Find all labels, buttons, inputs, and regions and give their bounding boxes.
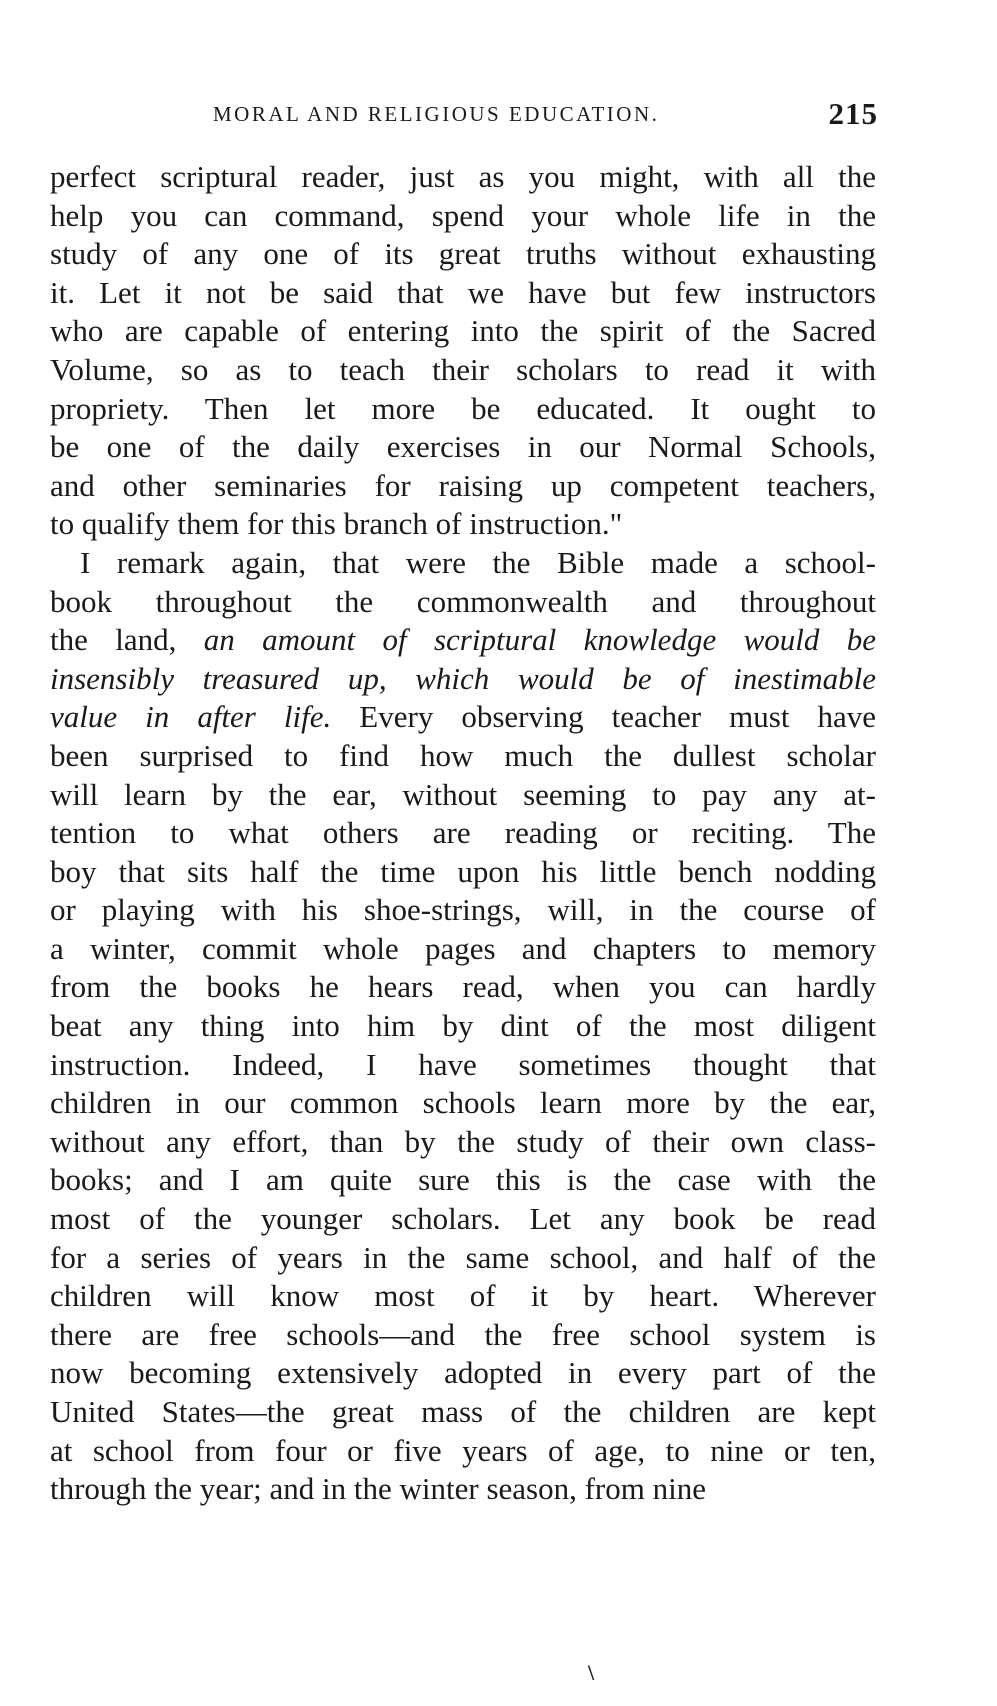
text-line: I remark again, that were the Bible made a school-: [80, 544, 876, 580]
text-line: children in our common schools learn more by the ear,: [50, 1085, 876, 1121]
text-line: a winter, commit whole pages and chapters to memory: [50, 930, 876, 966]
body-text: [50, 158, 876, 1509]
text-line: books; and I am quite sure this is the case with the: [50, 1162, 876, 1198]
text-line: at school from four or five years of age, to nine or ten,: [50, 1432, 876, 1468]
text-line: [50, 621, 876, 660]
text-line: most of the younger scholars. Let any book be read: [50, 1201, 876, 1237]
text-line: to qualify them for this branch of instruction.": [50, 506, 623, 542]
text-line: beat any thing into him by dint of the most diligent: [50, 1008, 876, 1044]
italic-run: insensibly treasured up, which would be of inestimable: [50, 660, 876, 696]
text-line: now becoming extensively adopted in every part of the: [50, 1355, 876, 1391]
text-line: through the year; and in the winter season, from nine: [50, 1471, 706, 1507]
text-line: be one of the daily exercises in our Normal Schools,: [50, 429, 876, 465]
text-line: book throughout the commonwealth and throughout: [50, 583, 876, 619]
text-line: Volume, so as to teach their scholars to read it with: [50, 351, 876, 387]
text-line: help you can command, spend your whole life in the: [50, 197, 876, 233]
text-line: without any effort, than by the study of their own class-: [50, 1123, 876, 1159]
text-line: study of any one of its great truths without exhausting: [50, 236, 876, 272]
text-line: and other seminaries for raising up competent teachers,: [50, 467, 876, 503]
text-line: from the books he hears read, when you can hardly: [50, 969, 876, 1005]
text-line: [50, 660, 876, 699]
italic-run: value in after life.: [50, 699, 332, 735]
text-line: propriety. Then let more be educated. It ought to: [50, 390, 876, 426]
text-line: been surprised to find how much the dullest scholar: [50, 737, 876, 773]
running-head: [50, 96, 878, 136]
print-mark: \: [588, 1660, 595, 1685]
text-line: there are free schools—and the free school system is: [50, 1316, 876, 1352]
text-line: it. Let it not be said that we have but few instructors: [50, 274, 876, 310]
running-title: MORAL AND RELIGIOUS EDUCATION.: [213, 102, 660, 126]
text-line: instruction. Indeed, I have sometimes thought that: [50, 1046, 876, 1082]
text-run: the land,: [50, 622, 204, 658]
text-line: will learn by the ear, without seeming to pay any at-: [50, 776, 876, 812]
text-line: who are capable of entering into the spirit of the Sacred: [50, 313, 876, 349]
text-line: for a series of years in the same school, and half of the: [50, 1239, 876, 1275]
text-line: perfect scriptural reader, just as you might, with all the: [50, 159, 876, 194]
text-line: or playing with his shoe-strings, will, in the course of: [50, 892, 876, 928]
text-run: Every observing teacher must have: [331, 699, 877, 735]
text-line: United States—the great mass of the children are kept: [50, 1394, 876, 1429]
text-line: [50, 698, 876, 737]
text-line: tention to what others are reading or reciting. The: [50, 815, 876, 851]
text-line: boy that sits half the time upon his little bench nodding: [50, 853, 876, 889]
italic-run: an amount of scriptural knowledge would be: [203, 622, 876, 658]
page-number: 215: [828, 96, 878, 131]
text-line: children will know most of it by heart. Wherever: [50, 1278, 876, 1314]
